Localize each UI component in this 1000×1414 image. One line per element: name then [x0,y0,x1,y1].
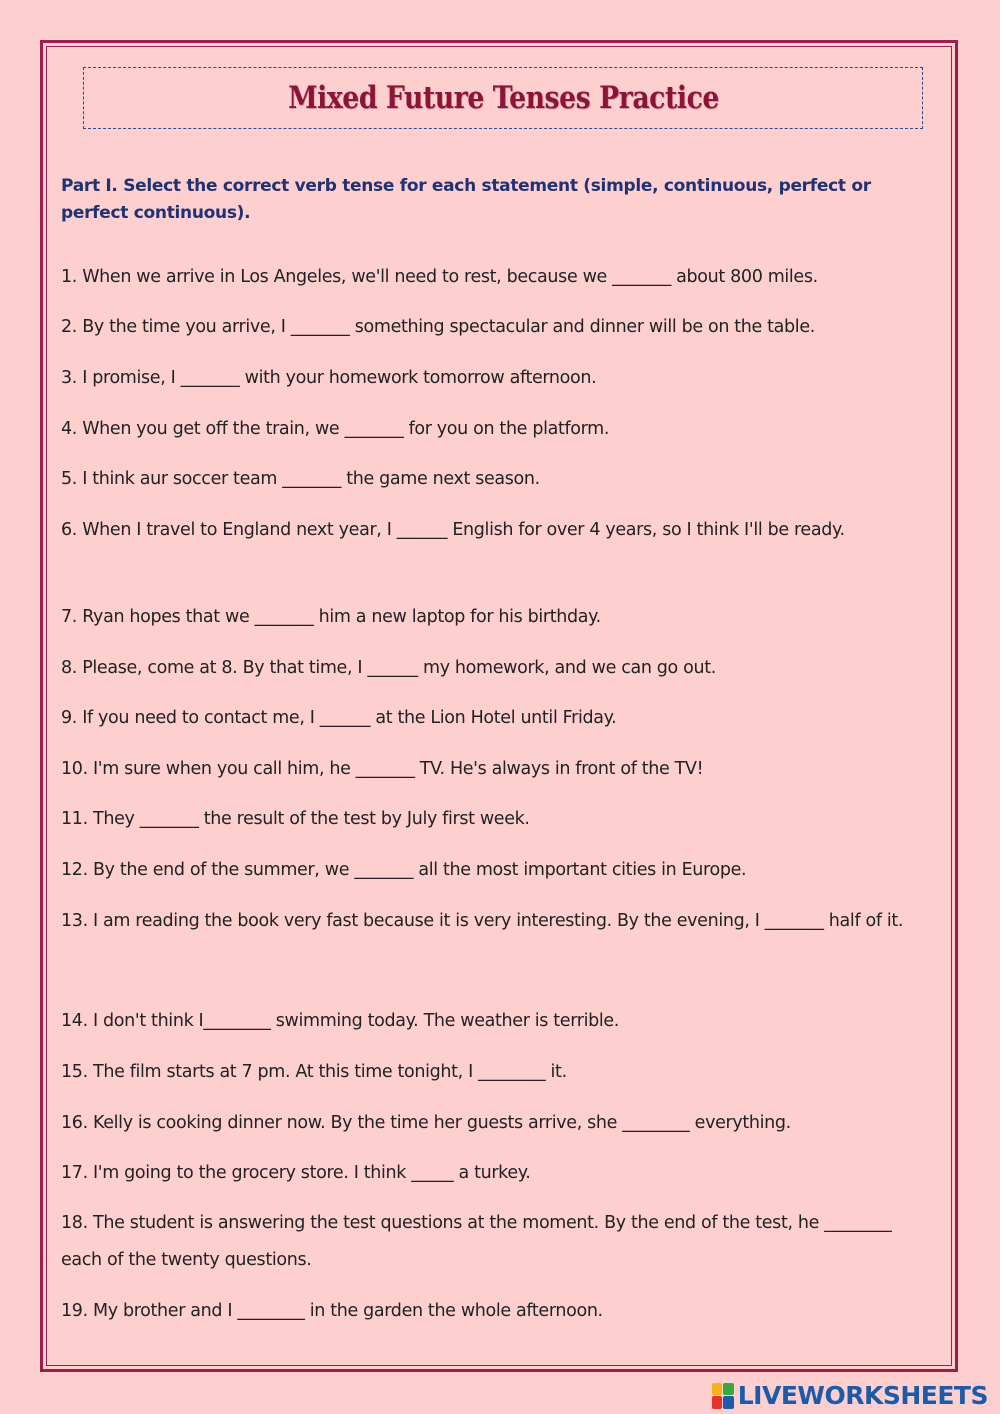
question-9: 9. If you need to contact me, I ______ at the Lion Hotel until Friday. [61,708,617,728]
question-7: 7. Ryan hopes that we _______ him a new laptop for his birthday. [61,607,601,627]
question-18: 18. The student is answering the test questions at the moment. By the end of the test, he ________ each of the twenty questions. [61,1213,892,1270]
question-11: 11. They _______ the result of the test by July first week. [61,809,530,829]
question-5: 5. I think aur soccer team _______ the game next season. [61,469,540,489]
question-6: 6. When I travel to England next year, I ______ English for over 4 years, so I think I'll be ready. [61,520,845,540]
question-12: 12. By the end of the summer, we _______ all the most important cities in Europe. [61,860,747,880]
liveworksheets-logo-icon [712,1383,734,1409]
question-15: 15. The film starts at 7 pm. At this time tonight, I ________ it. [61,1062,567,1082]
part-one-instructions: Part I. Select the correct verb tense for each statement (simple, continuous, perfect or perfect continuous). [61,176,871,223]
question-4: 4. When you get off the train, we _______ for you on the platform. [61,419,610,439]
question-16: 16. Kelly is cooking dinner now. By the time her guests arrive, she ________ everything. [61,1113,791,1133]
worksheet-title: Mixed Future Tenses Practice [287,80,719,116]
question-17: 17. I'm going to the grocery store. I think _____ a turkey. [61,1163,531,1183]
question-3: 3. I promise, I _______ with your homework tomorrow afternoon. [61,368,597,388]
logo-text: LIVEWORKSHEETS [737,1381,988,1410]
question-13: 13. I am reading the book very fast because it is very interesting. By the evening, I _______ half of it. [61,911,904,931]
question-8: 8. Please, come at 8. By that time, I ______ my homework, and we can go out. [61,658,716,678]
question-10: 10. I'm sure when you call him, he _______ TV. He's always in front of the TV! [61,759,704,779]
question-19: 19. My brother and I ________ in the garden the whole afternoon. [61,1301,603,1321]
liveworksheets-logo[interactable] [712,1381,988,1410]
question-14: 14. I don't think I________ swimming today. The weather is terrible. [61,1011,619,1031]
question-1: 1. When we arrive in Los Angeles, we'll need to rest, because we _______ about 800 miles. [61,267,818,287]
question-2: 2. By the time you arrive, I _______ something spectacular and dinner will be on the table. [61,317,815,337]
title-box [83,67,923,129]
